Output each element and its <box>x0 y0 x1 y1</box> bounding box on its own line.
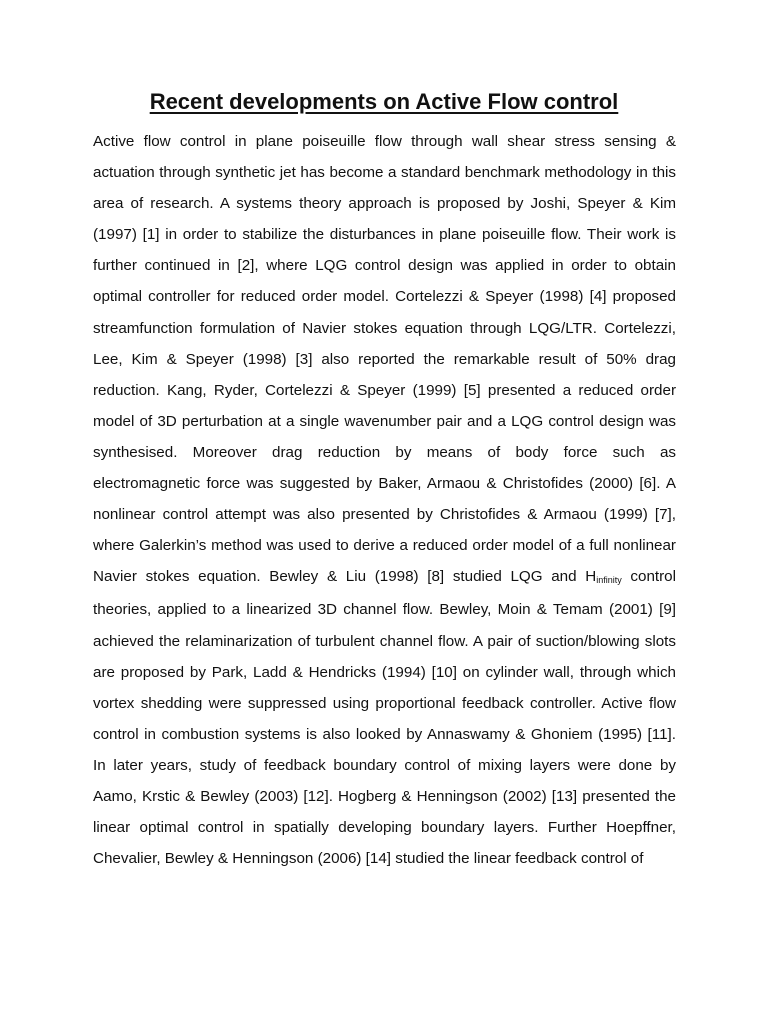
body-paragraph <box>93 126 676 874</box>
page-title: Recent developments on Active Flow control <box>149 89 619 114</box>
paragraph-text-part-1: Active flow control in plane poiseuille flow through wall shear stress sensing & actuation through synthetic jet has become a standard benchmark methodology in this area of research. A systems theory approach is proposed by Joshi, Speyer & Kim (1997) [1] in order to stabilize the disturbances in plane poiseuille flow. Their work is further continued in [2], where LQG control design was applied in order to obtain optimal controller for reduced order model. Cortelezzi & Speyer (1998) [4] proposed streamfunction formulation of Navier stokes equation through LQG/LTR. Cortelezzi, Lee, Kim & Speyer (1998) [3] also reported the remarkable result of 50% drag reduction. Kang, Ryder, Cortelezzi & Speyer (1999) [5] presented a reduced order model of 3D perturbation at a single wavenumber pair and a LQG control design was synthesised. Moreover drag reduction by means of body force such as electromagnetic force was suggested by Baker, Armaou & Christofides (2000) [6]. A nonlinear control attempt was also presented by Christofides & Armaou (1999) [7], where Galerkin’s method was used to derive a reduced order model of a full nonlinear Navier stokes equation. Bewley & Liu (1998) [8] studied LQG and H <box>93 133 676 586</box>
h-infinity-subscript: infinity <box>596 575 622 586</box>
paragraph-text-part-2: control theories, applied to a linearized 3D channel flow. Bewley, Moin & Temam (2001) [9] achieved the relaminarization of turbulent channel flow. A pair of suction/blowing slots are proposed by Park, Ladd & Hendricks (1994) [10] on cylinder wall, through which vortex shedding were suppressed using proportional feedback controller. Active flow control in combustion systems is also looked by Annaswamy & Ghoniem (1995) [11]. In later years, study of feedback boundary control of mixing layers were done by Aamo, Krstic & Bewley (2003) [12]. Hogberg & Henningson (2002) [13] presented the linear optimal control in spatially developing boundary layers. Further Hoepffner, Chevalier, Bewley & Henningson (2006) [14] studied the linear feedback control of <box>93 568 676 868</box>
